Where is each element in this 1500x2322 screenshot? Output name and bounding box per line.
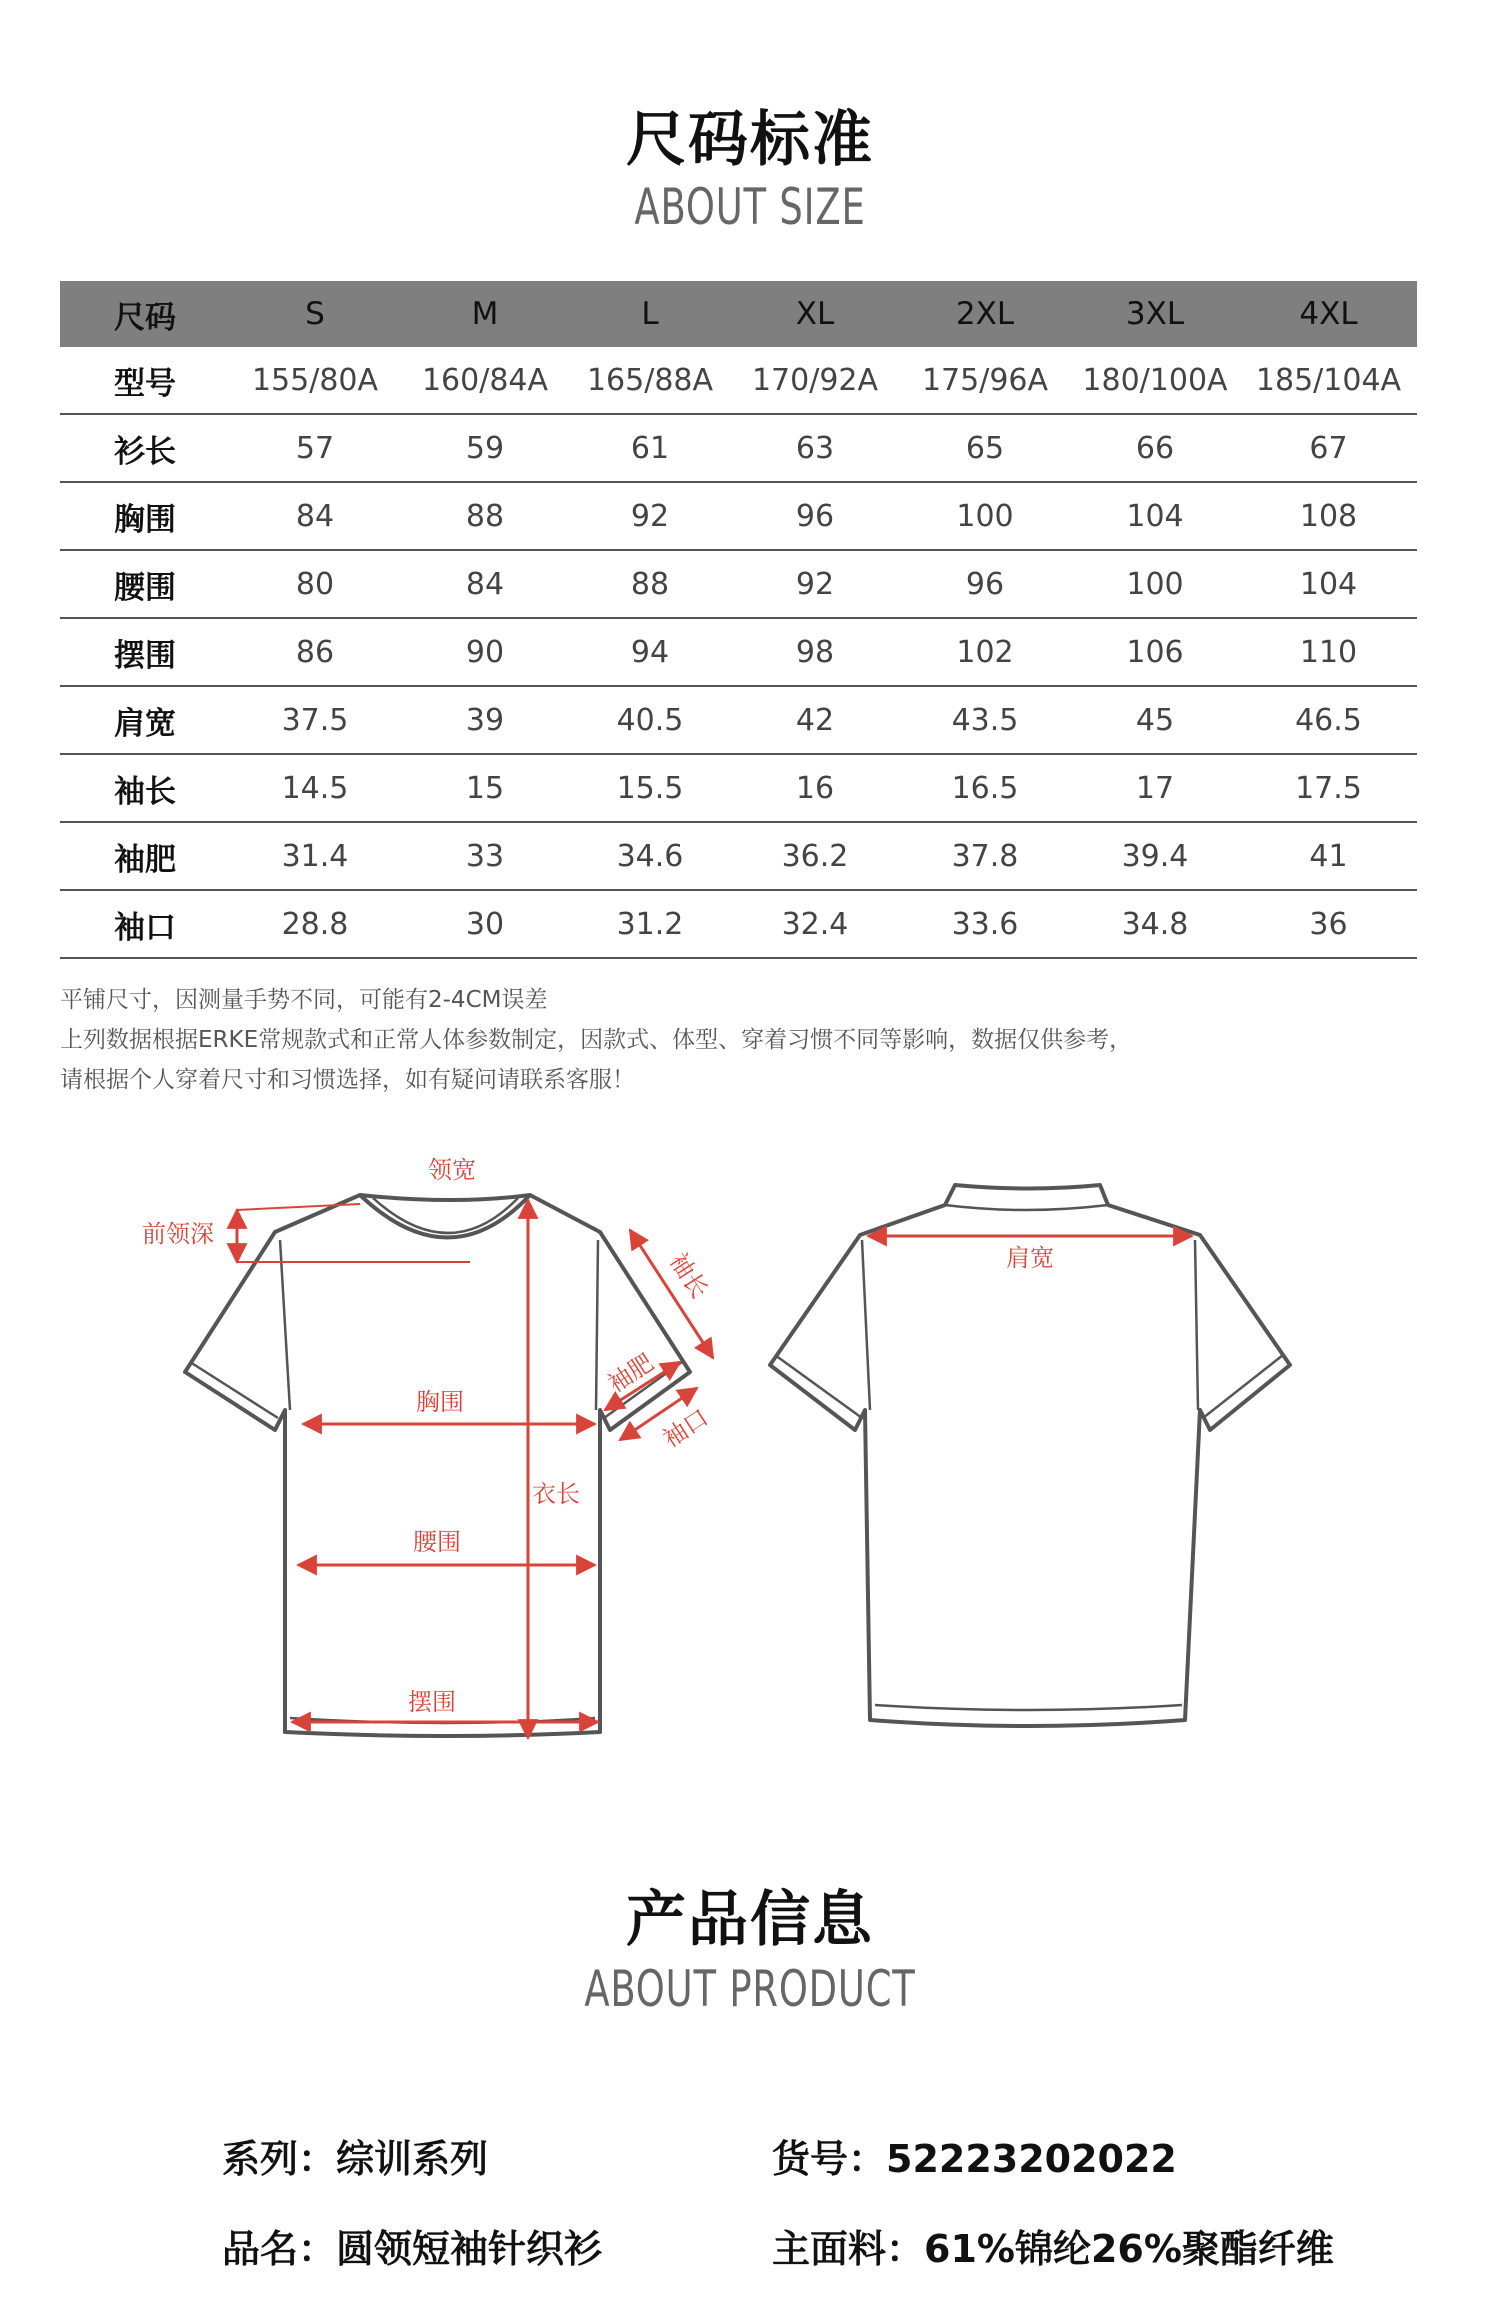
size-cell: 42: [730, 686, 900, 754]
row-label: 摆围: [60, 618, 230, 686]
row-label: 腰围: [60, 550, 230, 618]
product-subtitle: ABOUT PRODUCT: [584, 1960, 916, 2018]
sleeve-length-label: 袖长: [663, 1247, 714, 1304]
row-label: 袖口: [60, 890, 230, 958]
size-cell: 165/88A: [570, 347, 730, 414]
collar-width-label: 领宽: [428, 1156, 476, 1184]
size-cell: 86: [230, 618, 400, 686]
size-cell: 39: [400, 686, 570, 754]
size-cell: 106: [1070, 618, 1240, 686]
size-subtitle: ABOUT SIZE: [634, 178, 866, 236]
size-cell: 96: [900, 550, 1070, 618]
header-cell: 2XL: [900, 281, 1070, 347]
note-line: 上列数据根据ERKE常规款式和正常人体参数制定，因款式、体型、穿着习惯不同等影响，数据仅供参考，: [60, 1027, 1133, 1053]
size-cell: 34.6: [570, 822, 730, 890]
size-cell: 15: [400, 754, 570, 822]
size-cell: 17.5: [1240, 754, 1417, 822]
size-table-row: [60, 347, 1417, 414]
front-collar-depth-label: 前领深: [142, 1220, 214, 1248]
size-cell: 15.5: [570, 754, 730, 822]
size-cell: 16.5: [900, 754, 1070, 822]
size-cell: 40.5: [570, 686, 730, 754]
size-cell: 14.5: [230, 754, 400, 822]
row-label: 袖肥: [60, 822, 230, 890]
size-table-row: [60, 890, 1417, 958]
product-item-no: 货号：52223202022: [772, 2137, 1177, 2181]
product-series: 系列：综训系列: [222, 2137, 489, 2181]
size-cell: 61: [570, 414, 730, 482]
size-cell: 84: [230, 482, 400, 550]
size-cell: 155/80A: [230, 347, 400, 414]
size-table-row: [60, 686, 1417, 754]
header-cell: XL: [730, 281, 900, 347]
size-table: [60, 281, 1417, 959]
size-table-row: [60, 414, 1417, 482]
size-cell: 108: [1240, 482, 1417, 550]
size-cell: 16: [730, 754, 900, 822]
size-cell: 92: [730, 550, 900, 618]
size-cell: 37.8: [900, 822, 1070, 890]
size-cell: 88: [400, 482, 570, 550]
header-cell: 3XL: [1070, 281, 1240, 347]
size-cell: 175/96A: [900, 347, 1070, 414]
size-cell: 28.8: [230, 890, 400, 958]
size-cell: 104: [1240, 550, 1417, 618]
size-table-row: [60, 618, 1417, 686]
row-label: 胸围: [60, 482, 230, 550]
size-cell: 170/92A: [730, 347, 900, 414]
size-cell: 31.4: [230, 822, 400, 890]
size-cell: 185/104A: [1240, 347, 1417, 414]
size-cell: 39.4: [1070, 822, 1240, 890]
size-cell: 41: [1240, 822, 1417, 890]
size-cell: 180/100A: [1070, 347, 1240, 414]
note-line: 请根据个人穿着尺寸和习惯选择，如有疑问请联系客服！: [60, 1067, 635, 1093]
cuff-label: 袖口: [657, 1403, 714, 1454]
size-cell: 100: [1070, 550, 1240, 618]
size-cell: 90: [400, 618, 570, 686]
size-cell: 45: [1070, 686, 1240, 754]
chest-label: 胸围: [416, 1388, 464, 1416]
size-cell: 66: [1070, 414, 1240, 482]
product-title: 产品信息: [626, 1885, 874, 1955]
size-cell: 31.2: [570, 890, 730, 958]
size-cell: 65: [900, 414, 1070, 482]
size-cell: 17: [1070, 754, 1240, 822]
size-cell: 104: [1070, 482, 1240, 550]
size-cell: 34.8: [1070, 890, 1240, 958]
row-label: 衫长: [60, 414, 230, 482]
size-cell: 63: [730, 414, 900, 482]
size-cell: 57: [230, 414, 400, 482]
measurement-diagram: [0, 1140, 1500, 1780]
note-line: 平铺尺寸，因测量手势不同，可能有2-4CM误差: [60, 987, 548, 1013]
size-table-row: [60, 482, 1417, 550]
size-table-row: [60, 822, 1417, 890]
size-cell: 110: [1240, 618, 1417, 686]
header-cell: S: [230, 281, 400, 347]
product-fabric: 主面料：61%锦纶26%聚酯纤维: [772, 2227, 1334, 2271]
size-cell: 94: [570, 618, 730, 686]
size-cell: 92: [570, 482, 730, 550]
size-cell: 67: [1240, 414, 1417, 482]
size-cell: 33.6: [900, 890, 1070, 958]
size-cell: 43.5: [900, 686, 1070, 754]
size-cell: 36.2: [730, 822, 900, 890]
size-cell: 36: [1240, 890, 1417, 958]
size-cell: 88: [570, 550, 730, 618]
size-cell: 33: [400, 822, 570, 890]
size-cell: 37.5: [230, 686, 400, 754]
size-table-header: [60, 281, 1417, 347]
size-notes: [60, 980, 1132, 1100]
size-cell: 102: [900, 618, 1070, 686]
row-label: 袖长: [60, 754, 230, 822]
front-tshirt-outline: [185, 1195, 690, 1736]
garment-length-label: 衣长: [532, 1480, 580, 1508]
shoulder-label: 肩宽: [1006, 1244, 1054, 1272]
row-label: 型号: [60, 347, 230, 414]
sleeve-width-label: 袖肥: [602, 1348, 659, 1399]
size-table-row: [60, 754, 1417, 822]
waist-label: 腰围: [413, 1528, 461, 1556]
hem-label: 摆围: [408, 1688, 456, 1716]
size-cell: 96: [730, 482, 900, 550]
header-cell: M: [400, 281, 570, 347]
size-cell: 98: [730, 618, 900, 686]
size-cell: 59: [400, 414, 570, 482]
size-cell: 32.4: [730, 890, 900, 958]
size-cell: 46.5: [1240, 686, 1417, 754]
header-cell: L: [570, 281, 730, 347]
product-name: 品名：圆领短袖针织衫: [222, 2227, 603, 2271]
size-cell: 84: [400, 550, 570, 618]
header-cell: 4XL: [1240, 281, 1417, 347]
header-cell: 尺码: [60, 281, 230, 347]
size-cell: 100: [900, 482, 1070, 550]
size-cell: 160/84A: [400, 347, 570, 414]
size-title: 尺码标准: [626, 105, 874, 175]
size-cell: 80: [230, 550, 400, 618]
row-label: 肩宽: [60, 686, 230, 754]
size-table-row: [60, 550, 1417, 618]
size-cell: 30: [400, 890, 570, 958]
